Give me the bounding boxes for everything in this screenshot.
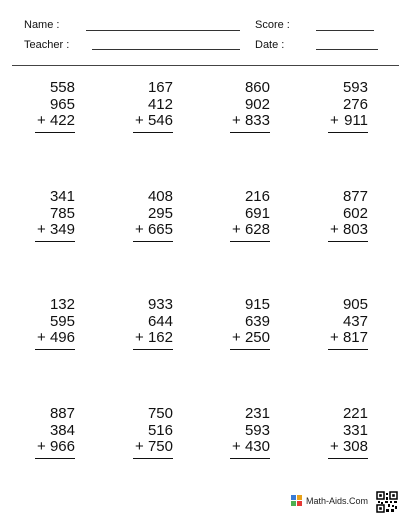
addend xyxy=(308,423,368,440)
plus-operator: + xyxy=(232,221,241,238)
answer-line xyxy=(230,132,270,133)
addend xyxy=(15,297,75,314)
name-label: Name : xyxy=(24,19,60,31)
addend xyxy=(308,406,368,423)
answer-line xyxy=(35,458,75,459)
answer-line xyxy=(230,241,270,242)
plus-operator: + xyxy=(330,221,339,238)
addend xyxy=(15,80,75,97)
addend-with-operator xyxy=(210,113,270,130)
addend xyxy=(210,97,270,114)
plus-operator: + xyxy=(135,112,144,129)
footer-brand xyxy=(291,495,368,507)
addition-problem xyxy=(210,297,270,350)
plus-operator: + xyxy=(232,112,241,129)
addend xyxy=(113,189,173,206)
addend xyxy=(113,206,173,223)
answer-line xyxy=(133,458,173,459)
number: 750 xyxy=(147,405,173,422)
answer-line xyxy=(133,132,173,133)
plus-operator: + xyxy=(330,112,339,129)
answer-line xyxy=(133,241,173,242)
addend xyxy=(113,406,173,423)
addend xyxy=(210,406,270,423)
addend-with-operator xyxy=(113,439,173,456)
number: 437 xyxy=(342,312,368,330)
addition-problem xyxy=(308,297,368,350)
answer-line xyxy=(35,349,75,350)
plus-operator: + xyxy=(37,112,46,129)
number: 595 xyxy=(49,312,75,330)
addend-with-operator xyxy=(308,439,368,456)
addend xyxy=(210,206,270,223)
number: 966 xyxy=(49,438,75,455)
number: 216 xyxy=(244,188,270,205)
addend-with-operator xyxy=(210,330,270,347)
addend-with-operator xyxy=(113,222,173,239)
number: 295 xyxy=(147,204,173,222)
number: 558 xyxy=(49,79,75,96)
addend xyxy=(113,80,173,97)
addend xyxy=(210,189,270,206)
number: 341 xyxy=(49,188,75,205)
addend xyxy=(113,314,173,331)
addend xyxy=(308,189,368,206)
addend xyxy=(308,97,368,114)
addend xyxy=(15,423,75,440)
number: 422 xyxy=(49,112,75,129)
addend xyxy=(210,297,270,314)
plus-operator: + xyxy=(135,221,144,238)
addend xyxy=(210,423,270,440)
addition-problem xyxy=(308,80,368,133)
number: 593 xyxy=(244,421,270,439)
addend xyxy=(15,314,75,331)
addition-problem xyxy=(15,189,75,242)
plus-operator: + xyxy=(135,438,144,455)
number: 644 xyxy=(147,312,173,330)
addition-problem xyxy=(113,80,173,133)
addition-problem xyxy=(308,406,368,459)
number: 911 xyxy=(344,112,368,129)
answer-line xyxy=(230,349,270,350)
number: 860 xyxy=(244,79,270,96)
addition-problem xyxy=(308,189,368,242)
addend xyxy=(15,406,75,423)
number: 691 xyxy=(244,204,270,222)
addend-with-operator xyxy=(210,439,270,456)
date-field[interactable] xyxy=(316,49,378,50)
number: 965 xyxy=(49,95,75,113)
number: 412 xyxy=(147,95,173,113)
number: 639 xyxy=(244,312,270,330)
addition-problem xyxy=(113,297,173,350)
addend-with-operator xyxy=(113,113,173,130)
number: 593 xyxy=(342,79,368,96)
addend xyxy=(308,297,368,314)
answer-line xyxy=(35,132,75,133)
addend-with-operator xyxy=(15,330,75,347)
math-aids-logo-icon xyxy=(291,495,303,507)
number: 384 xyxy=(49,421,75,439)
number: 496 xyxy=(49,329,75,346)
addend-with-operator xyxy=(308,330,368,347)
addition-problem xyxy=(15,80,75,133)
addend xyxy=(210,80,270,97)
number: 750 xyxy=(147,438,173,455)
number: 167 xyxy=(147,79,173,96)
addend xyxy=(308,314,368,331)
answer-line xyxy=(328,349,368,350)
answer-line xyxy=(35,241,75,242)
answer-line xyxy=(328,241,368,242)
number: 902 xyxy=(244,95,270,113)
number: 628 xyxy=(244,221,270,238)
name-field[interactable] xyxy=(86,30,240,31)
addition-problem xyxy=(210,189,270,242)
plus-operator: + xyxy=(135,329,144,346)
number: 349 xyxy=(49,221,75,238)
number: 276 xyxy=(342,95,368,113)
addend xyxy=(113,423,173,440)
number: 887 xyxy=(49,405,75,422)
score-field[interactable] xyxy=(316,30,374,31)
number: 877 xyxy=(342,188,368,205)
addend-with-operator xyxy=(210,222,270,239)
number: 250 xyxy=(244,329,270,346)
number: 308 xyxy=(342,438,368,455)
qr-code-icon xyxy=(376,491,398,513)
number: 546 xyxy=(147,112,173,129)
plus-operator: + xyxy=(37,221,46,238)
addend xyxy=(113,97,173,114)
number: 408 xyxy=(147,188,173,205)
number: 132 xyxy=(49,296,75,313)
addition-problem xyxy=(113,406,173,459)
number: 915 xyxy=(244,296,270,313)
number: 817 xyxy=(342,329,368,346)
addend-with-operator xyxy=(15,439,75,456)
answer-line xyxy=(328,458,368,459)
number: 331 xyxy=(342,421,368,439)
number: 785 xyxy=(49,204,75,222)
addend xyxy=(308,206,368,223)
number: 602 xyxy=(342,204,368,222)
plus-operator: + xyxy=(37,329,46,346)
site-name: Math-Aids.Com xyxy=(306,496,369,506)
addition-problem xyxy=(113,189,173,242)
number: 516 xyxy=(147,421,173,439)
addition-problem xyxy=(210,406,270,459)
addend-with-operator xyxy=(15,222,75,239)
number: 803 xyxy=(342,221,368,238)
answer-line xyxy=(328,132,368,133)
plus-operator: + xyxy=(330,438,339,455)
addend-with-operator xyxy=(15,113,75,130)
plus-operator: + xyxy=(232,329,241,346)
addend-with-operator xyxy=(113,330,173,347)
plus-operator: + xyxy=(330,329,339,346)
number: 231 xyxy=(244,405,270,422)
addend xyxy=(15,97,75,114)
number: 905 xyxy=(342,296,368,313)
number: 162 xyxy=(147,329,173,346)
date-label: Date : xyxy=(255,39,285,51)
addend-with-operator xyxy=(308,113,368,130)
addition-problem xyxy=(15,297,75,350)
addend-with-operator xyxy=(308,222,368,239)
teacher-label: Teacher : xyxy=(24,39,70,51)
number: 665 xyxy=(147,221,173,238)
addend xyxy=(15,206,75,223)
addend xyxy=(210,314,270,331)
score-label: Score : xyxy=(255,19,290,31)
number: 430 xyxy=(244,438,270,455)
addend xyxy=(15,189,75,206)
answer-line xyxy=(133,349,173,350)
answer-line xyxy=(230,458,270,459)
plus-operator: + xyxy=(232,438,241,455)
addition-problem xyxy=(210,80,270,133)
addend xyxy=(308,80,368,97)
plus-operator: + xyxy=(37,438,46,455)
header-divider xyxy=(12,65,399,66)
addition-problem xyxy=(15,406,75,459)
number: 833 xyxy=(244,112,270,129)
teacher-field[interactable] xyxy=(92,49,240,50)
addend xyxy=(113,297,173,314)
number: 933 xyxy=(147,296,173,313)
number: 221 xyxy=(342,405,368,422)
